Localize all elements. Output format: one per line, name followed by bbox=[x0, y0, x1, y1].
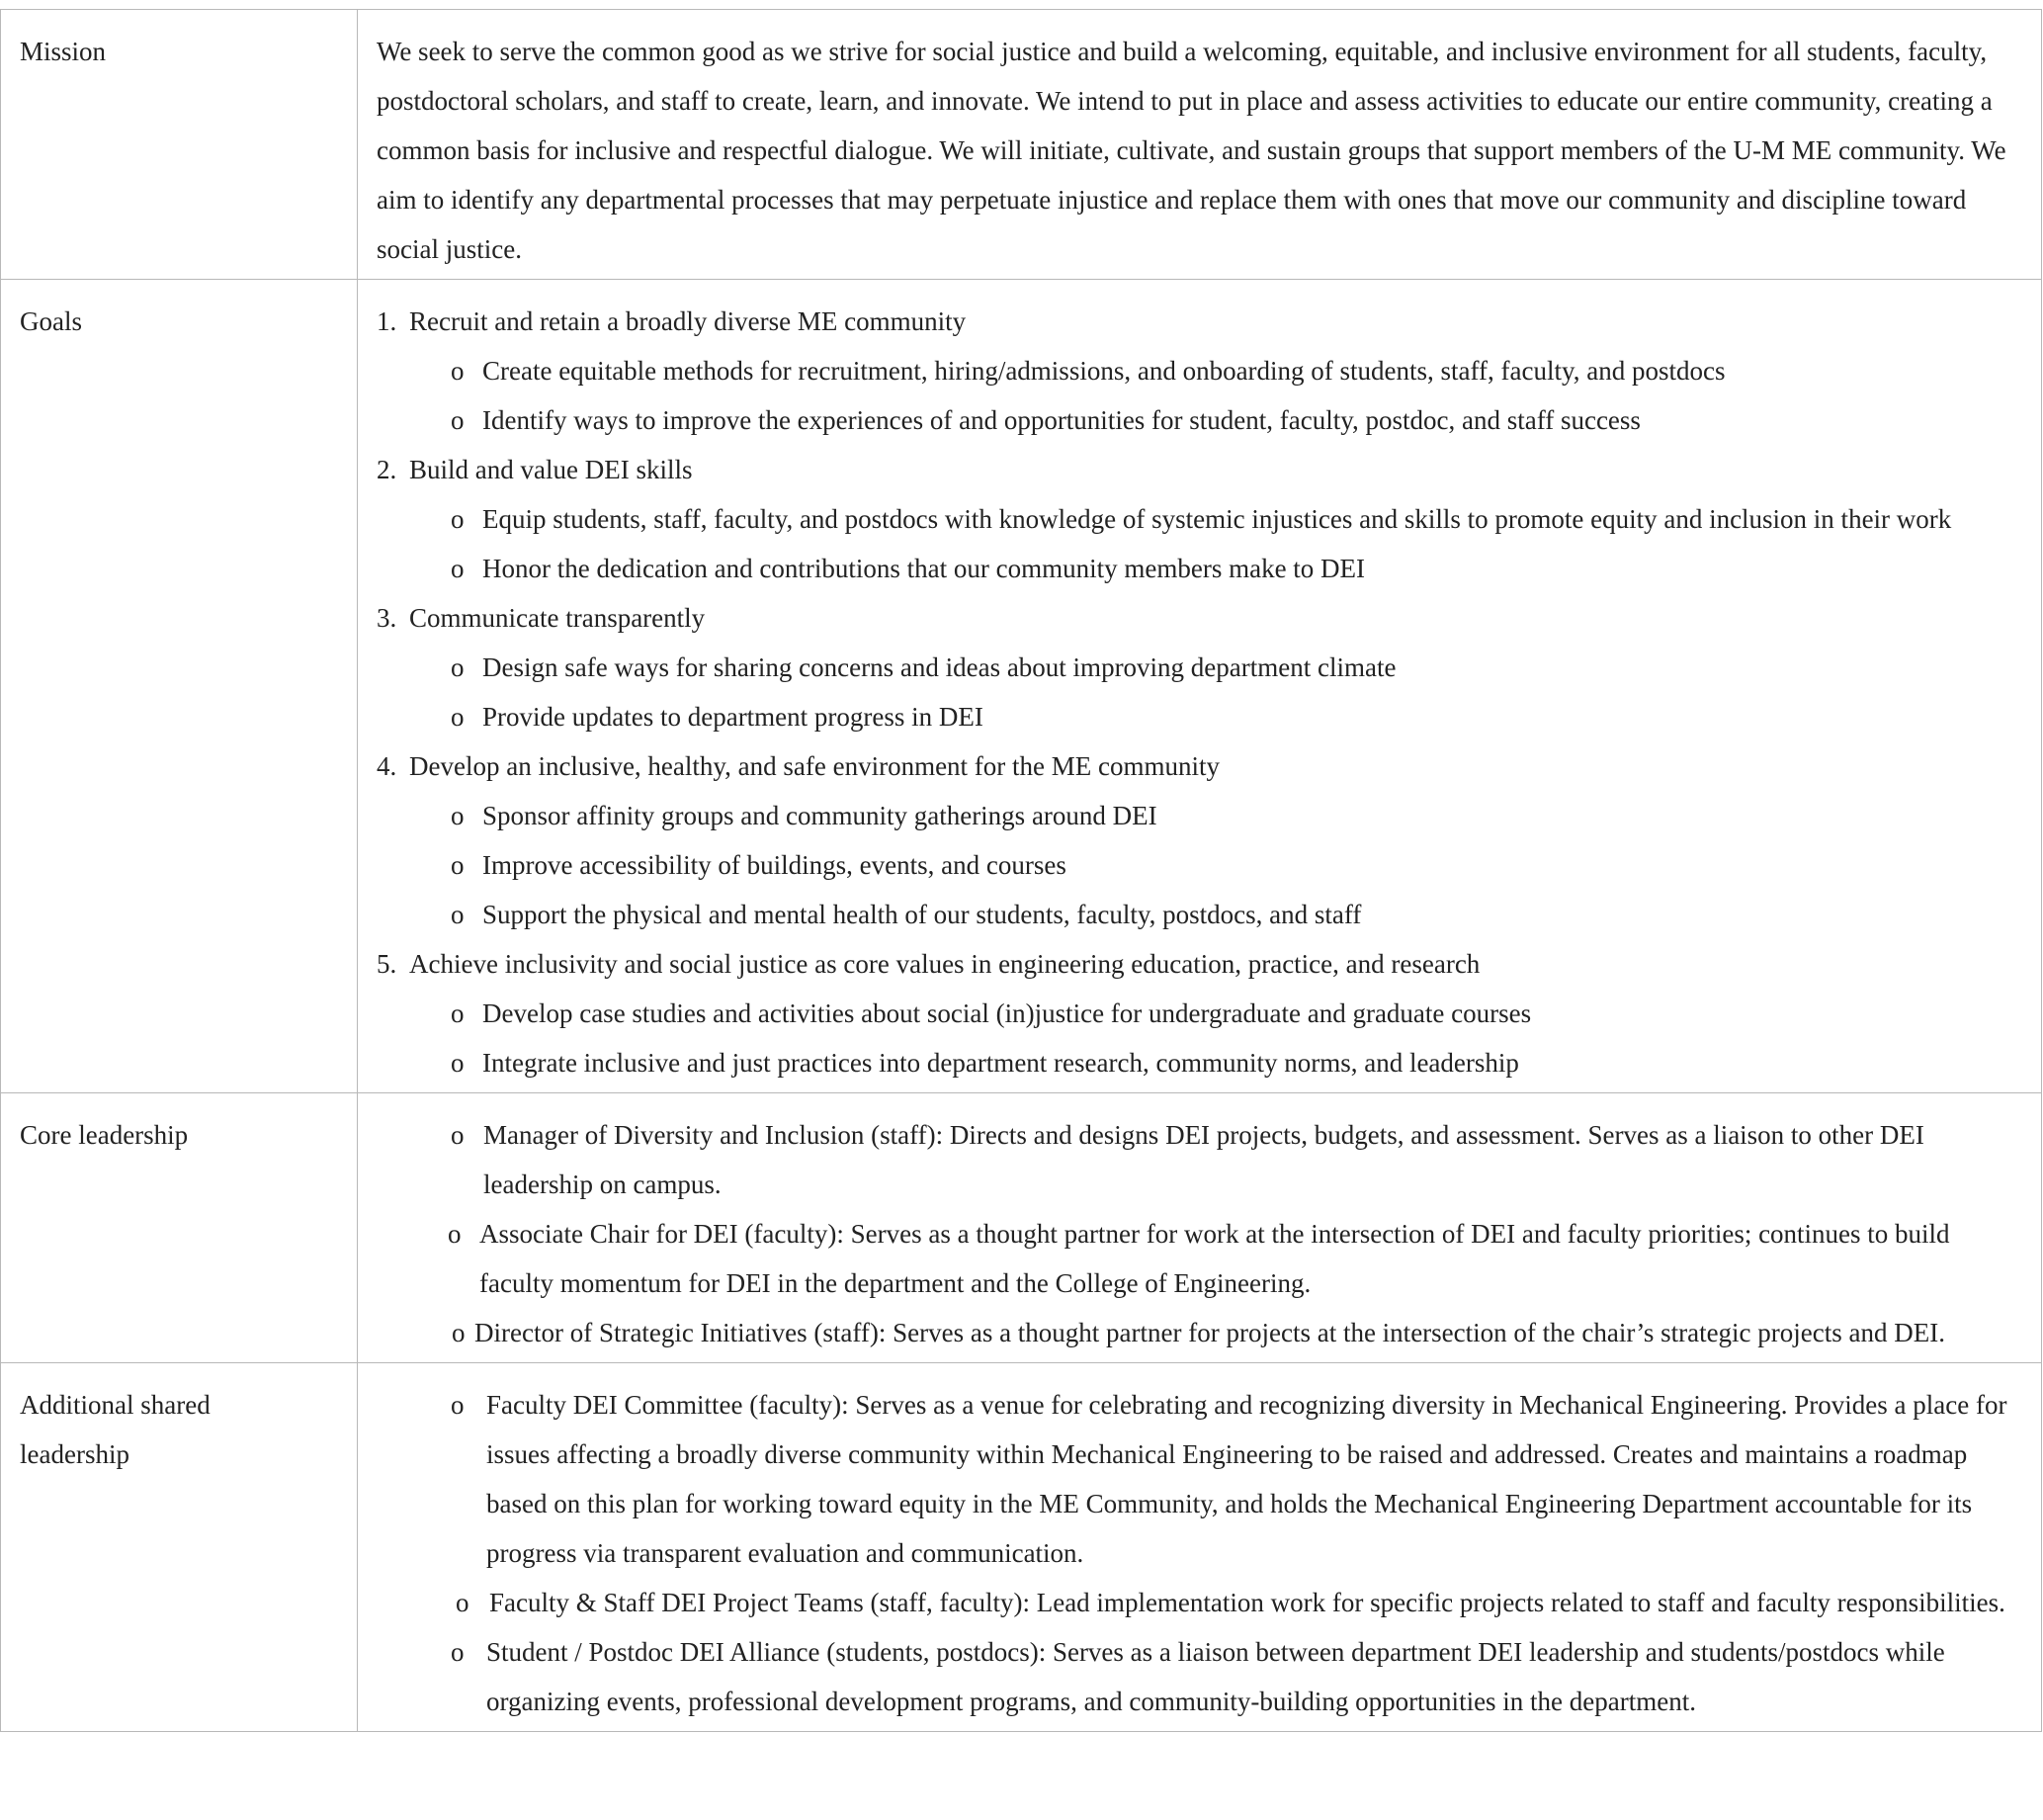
table-row-mission bbox=[1, 10, 2042, 280]
bullet-marker: o bbox=[451, 356, 465, 386]
goals-content bbox=[358, 280, 2042, 1093]
leadership-item bbox=[377, 1380, 2022, 1578]
bullet-marker: o bbox=[451, 1120, 465, 1150]
goal-sub-text: Identify ways to improve the experiences of and opportunities for student, faculty, postdoc, and staff success bbox=[482, 405, 1641, 435]
goal-number: 4. bbox=[377, 751, 397, 781]
bullet-marker: o bbox=[451, 900, 465, 929]
goal-number: 3. bbox=[377, 603, 397, 633]
table-row-goals bbox=[1, 280, 2042, 1093]
goal-sub-item bbox=[377, 395, 2022, 445]
goal-title: Communicate transparently bbox=[409, 603, 706, 633]
bullet-marker: o bbox=[452, 1318, 466, 1347]
goal-sub-item bbox=[377, 1038, 2022, 1087]
leadership-text: Student / Postdoc DEI Alliance (students, postdocs): Serves as a liaison between department DEI leadership and students/postdocs while organizing events, professional development programs, and community-building opportunities in the department. bbox=[486, 1637, 1945, 1716]
bullet-marker: o bbox=[456, 1588, 469, 1617]
goal-title: Recruit and retain a broadly diverse ME community bbox=[409, 306, 967, 336]
leadership-item bbox=[377, 1110, 2022, 1209]
goal-sub-text: Create equitable methods for recruitment, hiring/admissions, and onboarding of students, staff, faculty, and postdocs bbox=[482, 356, 1726, 386]
goal-number: 1. bbox=[377, 306, 397, 336]
bullet-marker: o bbox=[451, 998, 465, 1028]
leadership-text: Director of Strategic Initiatives (staff): Serves as a thought partner for projects at the intersection of the chair’s strategic projects and DEI. bbox=[474, 1318, 1945, 1347]
goal-number: 2. bbox=[377, 455, 397, 484]
goal-sub-text: Support the physical and mental health of our students, faculty, postdocs, and staff bbox=[482, 900, 1362, 929]
table-row-additional-leadership bbox=[1, 1363, 2042, 1732]
bullet-marker: o bbox=[451, 405, 465, 435]
row-label-goals: Goals bbox=[1, 280, 358, 1093]
bullet-marker: o bbox=[451, 850, 465, 880]
goal-sub-text: Provide updates to department progress in DEI bbox=[482, 702, 983, 732]
goal-item bbox=[377, 939, 2022, 989]
additional-leadership-content bbox=[358, 1363, 2042, 1732]
goal-sub-item bbox=[377, 989, 2022, 1038]
goal-sub-item bbox=[377, 791, 2022, 840]
label-line: Additional shared bbox=[20, 1390, 211, 1420]
goal-item bbox=[377, 593, 2022, 643]
goal-title: Achieve inclusivity and social justice as core values in engineering education, practice, and research bbox=[409, 949, 1481, 979]
goal-title: Develop an inclusive, healthy, and safe environment for the ME community bbox=[409, 751, 1221, 781]
leadership-text: Associate Chair for DEI (faculty): Serves as a thought partner for work at the intersection of DEI and faculty priorities; continues to build faculty momentum for DEI in the department and the College of Engineering. bbox=[479, 1219, 1950, 1298]
leadership-item bbox=[377, 1308, 2022, 1357]
goal-sub-item bbox=[377, 692, 2022, 741]
goal-sub-item bbox=[377, 544, 2022, 593]
goal-sub-item bbox=[377, 494, 2022, 544]
leadership-text: Faculty & Staff DEI Project Teams (staff, faculty): Lead implementation work for specific projects related to staff and faculty responsibilities. bbox=[489, 1588, 2005, 1617]
leadership-item bbox=[377, 1209, 2022, 1308]
bullet-marker: o bbox=[451, 652, 465, 682]
bullet-marker: o bbox=[451, 1048, 465, 1078]
goal-sub-item bbox=[377, 346, 2022, 395]
goal-sub-text: Equip students, staff, faculty, and postdocs with knowledge of systemic injustices and skills to promote equity and inclusion in their work bbox=[482, 504, 1952, 534]
bullet-marker: o bbox=[448, 1219, 462, 1249]
goal-sub-text: Design safe ways for sharing concerns and ideas about improving department climate bbox=[482, 652, 1397, 682]
table-row-core-leadership bbox=[1, 1093, 2042, 1363]
goal-sub-text: Honor the dedication and contributions that our community members make to DEI bbox=[482, 554, 1366, 583]
goal-sub-text: Integrate inclusive and just practices into department research, community norms, and leadership bbox=[482, 1048, 1519, 1078]
goal-item bbox=[377, 741, 2022, 791]
row-label-core-leadership: Core leadership bbox=[1, 1093, 358, 1363]
leadership-text: Manager of Diversity and Inclusion (staff): Directs and designs DEI projects, budgets, and assessment. Serves as a liaison to other DEI leadership on campus. bbox=[483, 1120, 1924, 1199]
bullet-marker: o bbox=[451, 801, 465, 830]
goal-sub-text: Sponsor affinity groups and community gatherings around DEI bbox=[482, 801, 1157, 830]
goal-sub-item bbox=[377, 643, 2022, 692]
goal-item bbox=[377, 297, 2022, 346]
goal-sub-item bbox=[377, 890, 2022, 939]
leadership-item bbox=[377, 1578, 2022, 1627]
core-leadership-content bbox=[358, 1093, 2042, 1363]
goal-number: 5. bbox=[377, 949, 397, 979]
bullet-marker: o bbox=[451, 504, 465, 534]
leadership-text: Faculty DEI Committee (faculty): Serves as a venue for celebrating and recognizing diversity in Mechanical Engineering. Provides a place for issues affecting a broadly diverse community within Mechanical Engineering to be raised and addressed. Creates and maintains a roadmap based on this plan for working toward equity in the ME Community, and holds the Mechanical Engineering Department accountable for its progress via transparent evaluation and communication. bbox=[486, 1390, 2007, 1568]
mission-content bbox=[358, 10, 2042, 280]
mission-text: We seek to serve the common good as we strive for social justice and build a welcoming, equitable, and inclusive environment for all students, faculty, postdoctoral scholars, and staff to create, learn, and innovate. We intend to put in place and assess activities to educate our entire community, creating a common basis for inclusive and respectful dialogue. We will initiate, cultivate, and sustain groups that support members of the U-M ME community. We aim to identify any departmental processes that may perpetuate injustice and replace them with ones that move our community and discipline toward social justice. bbox=[377, 37, 2006, 264]
leadership-item bbox=[377, 1627, 2022, 1726]
label-line: leadership bbox=[20, 1439, 129, 1469]
goal-sub-text: Improve accessibility of buildings, events, and courses bbox=[482, 850, 1066, 880]
row-label-additional-leadership bbox=[1, 1363, 358, 1732]
goal-item bbox=[377, 445, 2022, 494]
dei-plan-table bbox=[0, 9, 2042, 1732]
bullet-marker: o bbox=[451, 1637, 465, 1667]
bullet-marker: o bbox=[451, 554, 465, 583]
bullet-marker: o bbox=[451, 702, 465, 732]
goal-title: Build and value DEI skills bbox=[409, 455, 693, 484]
goal-sub-text: Develop case studies and activities about social (in)justice for undergraduate and graduate courses bbox=[482, 998, 1532, 1028]
goal-sub-item bbox=[377, 840, 2022, 890]
row-label-mission: Mission bbox=[1, 10, 358, 280]
bullet-marker: o bbox=[451, 1390, 465, 1420]
